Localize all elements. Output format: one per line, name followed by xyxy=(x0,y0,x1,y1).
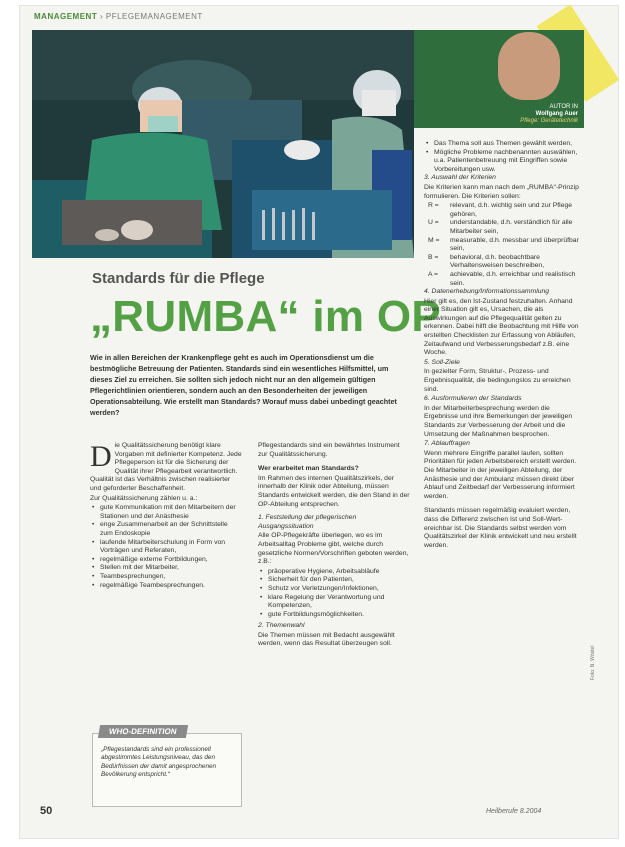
step-heading: 2. Themenwahl xyxy=(258,622,305,630)
section-label: MANAGEMENT xyxy=(34,12,98,21)
paragraph: Im Rahmen des internen Qualitätszirkels, der innerhalb der Klinik oder Abteilung, müssen Standards entwickelt werden, die den Stand in der OP-Abteilung entsprechen. xyxy=(258,474,410,508)
rumba-letter: B = xyxy=(428,253,439,261)
rumba-letter: M = xyxy=(428,236,440,244)
author-role: Pflege: Gerätetechnik xyxy=(520,118,578,124)
subsection-label: PFLEGEMANAGEMENT xyxy=(105,12,203,21)
step-heading: 4. Datenerhebung/Informationssammlung xyxy=(424,288,550,296)
paragraph: Pflegestandards sind ein bewährtes Instrument zur Qualitätssicherung. xyxy=(258,442,400,458)
paragraph: Wenn mehrere Eingriffe parallel laufen, sollten Prioritäten für jeden Arbeitsbereich erstellt werden. Die Mitarbeiter in der jeweiligen Abteilung, der Anästhesie und der Ambulanz müssen direkt über Ablauf und Zeitbedarf der Verbesserung informiert werden. xyxy=(424,449,577,500)
author-label: AUTOR IN xyxy=(549,104,578,110)
footer-issue: Heilberufe 8.2004 xyxy=(486,808,542,815)
list-item: • regelmäßige Teambesprechungen. xyxy=(100,582,242,591)
paragraph: Standards müssen regelmäßig evaluiert werden, dass die Differenz zwischen Ist und Soll-Wertereichbar ist. Die Standards selbst werden vom Qualitätszirkel der Klinik entwickelt und neu erstellt werden. xyxy=(424,507,577,549)
rumba-item xyxy=(428,237,584,254)
rumba-item xyxy=(428,219,584,236)
author-box xyxy=(414,30,584,128)
author-name: Wolfgang Auer xyxy=(535,111,578,117)
drop-cap: D xyxy=(90,440,112,473)
list-item: • klare Regelung der Verantwortung und Kompetenzen, xyxy=(268,594,410,611)
list-item: • Sicherheit für den Patienten, xyxy=(268,576,410,585)
rumba-definition: behavioral, d.h. beobachtbare Verhaltensweisen beschreiben, xyxy=(450,253,545,270)
subheading: Wer erarbeitet man Standards? xyxy=(258,465,359,473)
paragraph: In der Mitarbeiterbesprechung werden die Ergebnisse und ihre Bemerkungen der jeweiligen Standards zur Verbesserung der Arbeit und die Umsetzung der Maßnahmen besprochen. xyxy=(424,404,573,438)
photo-credit: Foto: N. Wöstel xyxy=(590,645,596,680)
rumba-letter: A = xyxy=(428,270,439,278)
step-heading: 1. Feststellung der pflegerischen Ausgangssituation xyxy=(258,514,357,530)
author-caption xyxy=(418,104,578,125)
list-item: • Schutz vor Verletzungen/Infektionen, xyxy=(268,585,410,594)
rumba-definition: measurable, d.h. messbar und überprüfbar sein, xyxy=(450,236,579,253)
list-item: • Mögliche Probleme nachbenannten auswählen, u.a. Patientenbetreuung mit Eingriffen sowie Vorbereitungen usw. xyxy=(434,149,584,175)
paragraph: Die Kriterien kann man nach dem „RUMBA“-Prinzip formulieren. Die Kriterien sollen: xyxy=(424,183,579,200)
paragraph: In gezielter Form, Struktur-, Prozess- und Ergebnisqualität, die bedingungslos zu erreichen sind. xyxy=(424,368,571,393)
page-number: 50 xyxy=(40,805,53,817)
paragraph: Die Themen müssen mit Bedacht ausgewählt werden, wenn das Resultat überzeugen soll. xyxy=(258,631,395,648)
intro-paragraph xyxy=(90,442,242,494)
who-definition-box xyxy=(92,727,242,807)
list-item: • präoperative Hygiene, Arbeitsabläufe xyxy=(268,568,410,577)
step-heading: 3. Auswahl der Kriterien xyxy=(424,174,496,182)
list-item: • regelmäßige externe Fortbildungen, xyxy=(100,556,242,565)
criteria-list xyxy=(258,568,410,620)
list-item: • Stellen mit der Mitarbeiter, xyxy=(100,564,242,573)
intro-text: ie Qualitätssicherung benötigt klare Vorgaben mit definierter Kompetenz. Jede Pflegeperson ist für die Sicherung der Qualität ihrer Pflegearbeit verantwortlich. Qualität ist das Verhältnis zwischen realisierter und geforderter Beschaffenheit. xyxy=(90,442,242,492)
article-column-1 xyxy=(90,442,242,590)
list-item: • enge Zusammenarbeit an der Schnittstelle zum Endoskopie xyxy=(100,521,242,538)
rumba-item xyxy=(428,202,584,219)
step-heading: 5. Soll-Ziele xyxy=(424,358,460,366)
rumba-list xyxy=(424,202,584,288)
article-column-2 xyxy=(258,442,410,650)
list-item: • Teambesprechungen, xyxy=(100,573,242,582)
rumba-definition: understandable, d.h. verständlich für alle Mitarbeiter sein, xyxy=(450,219,573,235)
qa-list-intro: Zur Qualitätssicherung zählen u. a.: xyxy=(90,494,198,502)
rumba-definition: relevant, d.h. wichtig sein und zur Pflege gehören, xyxy=(450,202,573,218)
step-heading: 6. Ausformulieren der Standards xyxy=(424,395,522,403)
step-heading: 7. Ablauffragen xyxy=(424,440,470,448)
section-header xyxy=(34,12,203,21)
rumba-letter: U = xyxy=(428,219,439,227)
rumba-definition: achievable, d.h. erreichbar und realistisch sein. xyxy=(450,270,576,287)
rumba-letter: R = xyxy=(428,202,439,210)
section-separator: › xyxy=(99,12,104,21)
list-item: • laufende Mitarbeiterschulung in Form von Vorträgen und Referaten, xyxy=(100,539,242,556)
list-item: • gute Kommunikation mit den Mitarbeitern der Stationen und der Anästhesie xyxy=(100,504,242,521)
article-kicker: Standards für die Pflege xyxy=(92,270,265,287)
who-quote: „Pflegestandards sind ein professionell abgestimmtes Leistungsniveau, das den Bedürfnissen der damit angesprochenen Bevölkerung entspricht.“ xyxy=(101,746,217,779)
rumba-item xyxy=(428,254,584,271)
list-item: • gute Fortbildungsmöglichkeiten. xyxy=(268,611,410,620)
who-badge: WHO-DEFINITION xyxy=(98,725,188,738)
qa-list xyxy=(90,504,242,590)
article-lead: Wie in allen Bereichen der Krankenpflege geht es auch im Operationsdienst um die bestmögliche Betreuung der Patienten. Standards sind ein wesentliches Hilfsmittel, um dieses Ziel zu erreichen. Sie sollten sich jedoch nicht nur an den allgemein gültigen Pflegerichtlinien orientieren, sondern auch an den Besonderheiten der jeweiligen Operationsabteilung. Wie erstellt man Standards? Worauf muss dabei unbedingt geachtet werden? xyxy=(90,353,397,417)
operating-room-photo xyxy=(32,30,414,258)
article-column-3 xyxy=(424,140,584,551)
topic-list xyxy=(424,140,584,174)
rumba-item xyxy=(428,271,584,288)
list-item: • Das Thema soll aus Themen gewählt werden, xyxy=(434,140,584,149)
article-title: „RUMBA“ im OP xyxy=(90,292,442,341)
paragraph: Hier gilt es, den Ist-Zustand festzuhalten. Anhand einer Situation gilt es, Ursachen, die als Auswirkungen auf die Pflegequalität gelten zu erkennen. Dabei hilft die Beobachtung mit Hilfe von erstellten Checklisten zur Erfassung von Abläufen, Zeitaufwand und Verbesserungsbedarf z.B. eine Woche. xyxy=(424,297,579,357)
paragraph: Alle OP-Pflegekräfte überlegen, wo es im Arbeitsalltag Probleme gibt, welche durch gesetzliche Normen/Vorschriften geboten werden, z.B.: xyxy=(258,532,409,566)
author-portrait xyxy=(498,32,560,100)
